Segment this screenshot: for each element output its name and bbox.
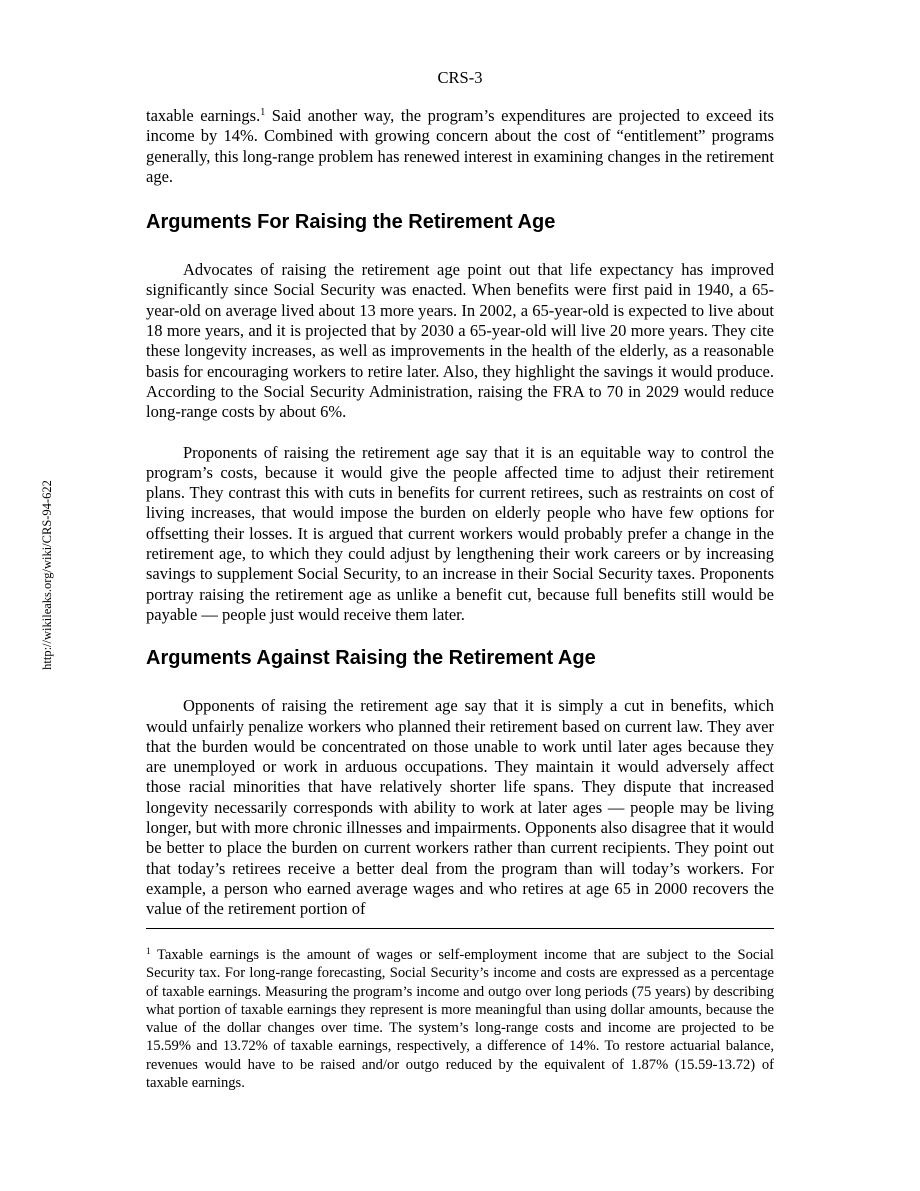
footnote-text: Taxable earnings is the amount of wages or self-employment income that are subject to the Social Security tax. For long-range forecasting, Social Security’s income and costs are expressed as a percentage of taxable earnings. Measuring the program’s income and outgo over long periods (75 years) by describing what portion of taxable earnings they represent is more meaningful than using dollar amounts, because the value of the dollar changes over time. The system’s long-range costs and income are projected to be 15.59% and 13.72% of taxable earnings, respectively, a difference of 14%. To restore actuarial balance, revenues would have to be raised and/or outgo reduced by the equivalent of 1.87% (15.59-13.72) of taxable earnings. [146, 947, 774, 1092]
footnote-reference: 1 [260, 107, 266, 118]
section-heading-against: Arguments Against Raising the Retirement Age [146, 647, 596, 670]
continuation-rest: Said another way, the program’s expenditures are projected to exceed its income by 14%. Combined with growing concern about the cost of “entitlement” programs generally, this long-range problem has renewed interest in examining changes in the retirement age. [146, 106, 774, 186]
continuation-lead: taxable earnings. [146, 106, 261, 125]
paragraph-proponents: Proponents of raising the retirement age say that it is an equitable way to control the program’s costs, because it would give the people affected time to adjust their retirement plans. They contrast this with cuts in benefits for current retirees, such as restraints on cost of living increases, that would impose the burden on elderly people who have few options for offsetting their losses. It is argued that current workers would probably prefer a change in the retirement age, to which they could adjust by lengthening their work careers or by increasing savings to supplement Social Security, to an increase in their Social Security taxes. Proponents portray raising the retirement age as unlike a benefit cut, because full benefits still would be payable — people just would receive them later. [146, 442, 774, 624]
footnote-marker: 1 [146, 946, 151, 956]
side-watermark-url: http://wikileaks.org/wiki/CRS-94-622 [40, 480, 54, 670]
continuation-paragraph [146, 106, 774, 187]
page-header: CRS-3 [437, 68, 483, 87]
main-content [146, 106, 774, 920]
footnote-divider [146, 928, 774, 929]
section-heading-for: Arguments For Raising the Retirement Age [146, 211, 556, 234]
footnote [146, 946, 774, 1092]
paragraph-advocates: Advocates of raising the retirement age point out that life expectancy has improved significantly since Social Security was enacted. When benefits were first paid in 1940, a 65-year-old on average lived about 13 more years. In 2002, a 65-year-old is expected to live about 18 more years, and it is projected that by 2030 a 65-year-old will live 20 more years. They cite these longevity increases, as well as improvements in the health of the elderly, as a reasonable basis for encouraging workers to retire later. Also, they highlight the savings it would produce. According to the Social Security Administration, raising the FRA to 70 in 2029 would reduce long-range costs by about 6%. [146, 260, 774, 422]
paragraph-opponents: Opponents of raising the retirement age say that it is simply a cut in benefits, which would unfairly penalize workers who planned their retirement based on current law. They aver that the burden would be concentrated on those unable to work until later ages because they are unemployed or work in arduous occupations. They maintain it would adversely affect those racial minorities that have relatively shorter life spans. They dispute that increased longevity necessarily corresponds with ability to work at later ages — people may be living longer, but with more chronic illnesses and impairments. Opponents also disagree that it would be better to place the burden on current workers rather than current recipients. They point out that today’s retirees receive a better deal from the program than will today’s workers. For example, a person who earned average wages and who retires at age 65 in 2000 recovers the value of the retirement portion of [146, 696, 774, 919]
